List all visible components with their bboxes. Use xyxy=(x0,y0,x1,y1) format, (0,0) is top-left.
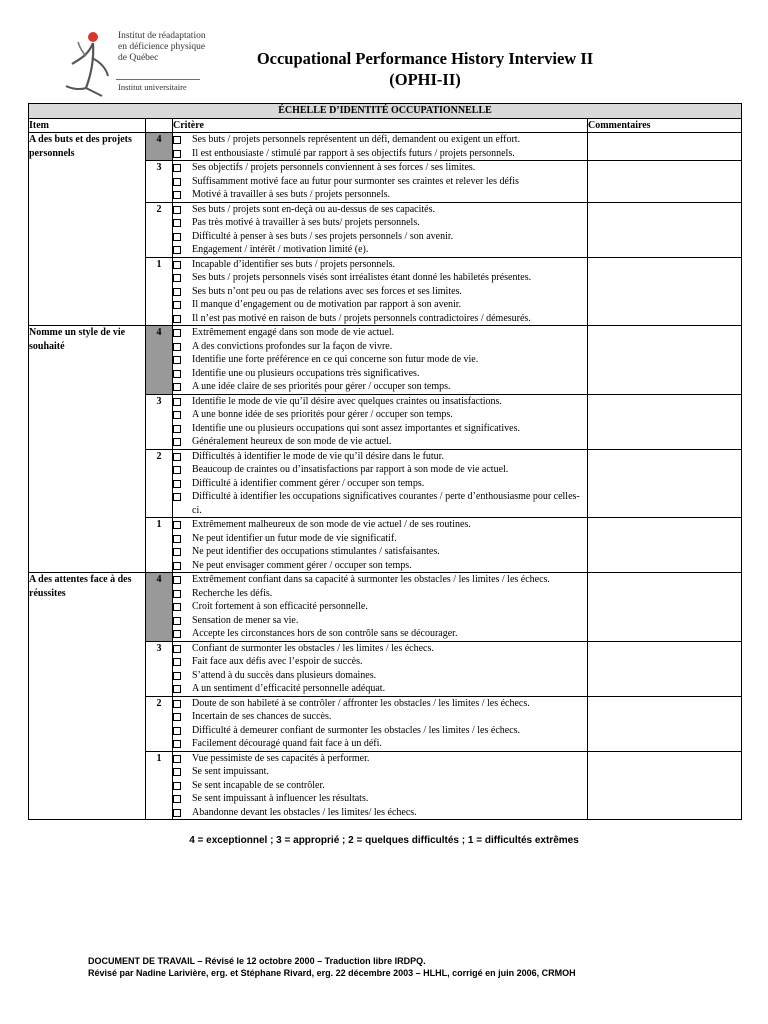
criterion-text: Ses buts / projets personnels représentent un défi, demandent ou exigent un effort. xyxy=(192,134,521,145)
criterion-text: Identifie le mode de vie qu’il désire avec quelques craintes ou insatisfactions. xyxy=(192,395,502,407)
logo-subline: Institut universitaire xyxy=(118,82,187,92)
checkbox-icon[interactable] xyxy=(173,645,181,653)
comments-cell[interactable] xyxy=(588,394,742,449)
criterion-item xyxy=(173,655,587,669)
criterion-item xyxy=(173,779,587,793)
criterion-text: Recherche les défis. xyxy=(192,587,273,599)
criterion-text: Motivé à travailler à ses buts / projets personnels. xyxy=(192,189,391,200)
rating-level: 1 xyxy=(146,518,173,573)
criterion-item xyxy=(173,573,587,587)
criterion-text: Vue pessimiste de ses capacités à performer. xyxy=(192,752,370,764)
criteria-cell xyxy=(173,641,588,696)
checkbox-icon[interactable] xyxy=(173,521,181,529)
criterion-text: Difficulté à penser à ses buts / ses projets personnels / son avenir. xyxy=(192,230,454,242)
checkbox-icon[interactable] xyxy=(173,150,181,158)
checkbox-icon[interactable] xyxy=(173,329,181,337)
comments-cell[interactable] xyxy=(588,641,742,696)
item-name: A des buts et des projets personnels xyxy=(29,133,146,326)
checkbox-icon[interactable] xyxy=(173,548,181,556)
checkbox-icon[interactable] xyxy=(173,740,181,748)
checkbox-icon[interactable] xyxy=(173,219,181,227)
criterion-item xyxy=(173,697,587,711)
checkbox-icon[interactable] xyxy=(173,425,181,433)
criterion-text: Difficulté à demeurer confiant de surmonter les obstacles / les limites / les échecs. xyxy=(192,724,521,736)
criterion-text: Il manque d’engagement ou de motivation par rapport à son avenir. xyxy=(192,299,462,310)
criterion-text: Ne peut envisager comment gérer / occuper son temps. xyxy=(192,559,412,571)
comments-cell[interactable] xyxy=(588,573,742,642)
criterion-text: Incertain de ses chances de succès. xyxy=(192,711,332,722)
criterion-item xyxy=(173,614,587,628)
criterion-text: A une bonne idée de ses priorités pour gérer / occuper son temps. xyxy=(192,409,453,420)
checkbox-icon[interactable] xyxy=(173,274,181,282)
criterion-text: Difficulté à identifier les occupations significatives courantes / perte d’enthousiasme pour celles-ci. xyxy=(192,491,580,516)
criterion-item xyxy=(173,806,587,820)
criterion-text: Doute de son habileté à se contrôler / affronter les obstacles / les limites / les échecs. xyxy=(192,697,530,709)
checkbox-icon[interactable] xyxy=(173,658,181,666)
criterion-item xyxy=(173,600,587,614)
rating-level: 3 xyxy=(146,161,173,203)
criterion-text: Ses buts n’ont peu ou pas de relations avec ses forces et ses limites. xyxy=(192,285,462,297)
checkbox-icon[interactable] xyxy=(173,453,181,461)
document-footer xyxy=(88,956,576,979)
document-title xyxy=(210,48,640,90)
criterion-text: Croit fortement à son efficacité personnelle. xyxy=(192,601,368,612)
rating-level: 4 xyxy=(146,573,173,642)
checkbox-icon[interactable] xyxy=(173,795,181,803)
criterion-item xyxy=(173,710,587,724)
footer-line-2: Révisé par Nadine Larivière, erg. et Stéphane Rivard, erg. 22 décembre 2003 – HLHL, corrigé en juin 2006, CRMOH xyxy=(88,967,576,978)
criteria-cell xyxy=(173,518,588,573)
title-line-1: Occupational Performance History Interview II xyxy=(256,49,594,68)
figure-logo-icon xyxy=(58,28,118,98)
checkbox-icon[interactable] xyxy=(173,713,181,721)
criterion-text: S’attend à du succès dans plusieurs domaines. xyxy=(192,669,377,681)
footer-line-1: DOCUMENT DE TRAVAIL – Révisé le 12 octobre 2000 – Traduction libre IRDPQ. xyxy=(88,956,426,966)
comments-cell[interactable] xyxy=(588,326,742,395)
criterion-text: Fait face aux défis avec l’espoir de succès. xyxy=(192,656,363,667)
rating-level: 2 xyxy=(146,696,173,751)
checkbox-icon[interactable] xyxy=(173,315,181,323)
criterion-item xyxy=(173,724,587,738)
rating-level: 4 xyxy=(146,326,173,395)
criterion-item xyxy=(173,133,587,147)
criteria-cell xyxy=(173,449,588,518)
title-line-2: (OPHI-II) xyxy=(389,70,461,89)
header-level xyxy=(146,118,173,133)
logo-line-1: Institut de réadaptation xyxy=(118,31,206,41)
table-row xyxy=(29,573,742,642)
criterion-text: Accepte les circonstances hors de son contrôle sans se décourager. xyxy=(192,628,458,639)
criterion-text: Beaucoup de craintes ou d’insatisfactions par rapport à son mode de vie actuel. xyxy=(192,464,509,475)
checkbox-icon[interactable] xyxy=(173,617,181,625)
comments-cell[interactable] xyxy=(588,257,742,326)
item-name: A des attentes face à des réussites xyxy=(29,573,146,820)
checkbox-icon[interactable] xyxy=(173,398,181,406)
criterion-text: Extrêmement engagé dans son mode de vie actuel. xyxy=(192,327,395,338)
comments-cell[interactable] xyxy=(588,202,742,257)
rating-level: 3 xyxy=(146,394,173,449)
table-row xyxy=(29,133,742,161)
criterion-item xyxy=(173,367,587,381)
rating-level: 2 xyxy=(146,202,173,257)
criterion-item xyxy=(173,298,587,312)
checkbox-icon[interactable] xyxy=(173,261,181,269)
criteria-cell xyxy=(173,202,588,257)
criterion-item xyxy=(173,243,587,257)
criterion-item xyxy=(173,230,587,244)
criterion-item xyxy=(173,792,587,806)
checkbox-icon[interactable] xyxy=(173,630,181,638)
rating-level: 4 xyxy=(146,133,173,161)
criterion-item xyxy=(173,450,587,464)
criterion-item xyxy=(173,408,587,422)
checkbox-icon[interactable] xyxy=(173,727,181,735)
criterion-text: A des convictions profondes sur la façon de vivre. xyxy=(192,340,393,352)
item-name: Nomme un style de vie souhaité xyxy=(29,326,146,573)
criterion-text: Extrêmement malheureux de son mode de vie actuel / de ses routines. xyxy=(192,519,471,530)
criteria-cell xyxy=(173,394,588,449)
comments-cell[interactable] xyxy=(588,751,742,820)
logo-divider xyxy=(116,79,200,80)
checkbox-icon[interactable] xyxy=(173,136,181,144)
checkbox-icon[interactable] xyxy=(173,685,181,693)
checkbox-icon[interactable] xyxy=(173,301,181,309)
criterion-text: Ne peut identifier un futur mode de vie significatif. xyxy=(192,532,397,544)
checkbox-icon[interactable] xyxy=(173,178,181,186)
criterion-item xyxy=(173,380,587,394)
criterion-item xyxy=(173,353,587,367)
checkbox-icon[interactable] xyxy=(173,590,181,598)
checkbox-icon[interactable] xyxy=(173,191,181,199)
criterion-item xyxy=(173,175,587,189)
criteria-cell xyxy=(173,257,588,326)
comments-cell[interactable] xyxy=(588,518,742,573)
criterion-text: Se sent impuissant à influencer les résultats. xyxy=(192,793,369,804)
checkbox-icon[interactable] xyxy=(173,603,181,611)
header-criteria: Critère xyxy=(173,118,588,133)
checkbox-icon[interactable] xyxy=(173,246,181,254)
table-header-row xyxy=(29,118,742,133)
checkbox-icon[interactable] xyxy=(173,768,181,776)
checkbox-icon[interactable] xyxy=(173,233,181,241)
criterion-item xyxy=(173,642,587,656)
criterion-item xyxy=(173,627,587,641)
criterion-text: Difficultés à identifier le mode de vie qu’il désire dans le futur. xyxy=(192,450,444,462)
criterion-text: Ses buts / projets sont en-deçà ou au-dessus de ses capacités. xyxy=(192,203,435,215)
criterion-text: Sensation de mener sa vie. xyxy=(192,614,299,626)
criteria-cell xyxy=(173,326,588,395)
checkbox-icon[interactable] xyxy=(173,809,181,817)
criterion-text: Généralement heureux de son mode de vie actuel. xyxy=(192,436,392,447)
criterion-item xyxy=(173,669,587,683)
criterion-item xyxy=(173,559,587,573)
checkbox-icon[interactable] xyxy=(173,480,181,488)
criterion-item xyxy=(173,340,587,354)
checkbox-icon[interactable] xyxy=(173,493,181,501)
criterion-item xyxy=(173,203,587,217)
comments-cell[interactable] xyxy=(588,449,742,518)
checkbox-icon[interactable] xyxy=(173,576,181,584)
criterion-text: Engagement / intérêt / motivation limité (e). xyxy=(192,244,369,255)
criterion-item xyxy=(173,752,587,766)
checkbox-icon[interactable] xyxy=(173,700,181,708)
criterion-item xyxy=(173,532,587,546)
comments-cell[interactable] xyxy=(588,133,742,161)
criterion-item xyxy=(173,188,587,202)
rating-level: 1 xyxy=(146,257,173,326)
table-row xyxy=(29,326,742,395)
criteria-cell xyxy=(173,751,588,820)
criterion-text: Confiant de surmonter les obstacles / les limites / les échecs. xyxy=(192,642,434,654)
comments-cell[interactable] xyxy=(588,161,742,203)
criterion-text: Incapable d’identifier ses buts / projets personnels. xyxy=(192,258,395,270)
criterion-item xyxy=(173,463,587,477)
checkbox-icon[interactable] xyxy=(173,438,181,446)
criteria-cell xyxy=(173,133,588,161)
rating-level: 2 xyxy=(146,449,173,518)
rating-legend: 4 = exceptionnel ; 3 = approprié ; 2 = quelques difficultés ; 1 = difficultés extrêmes xyxy=(189,835,579,846)
criterion-item xyxy=(173,545,587,559)
criterion-item xyxy=(173,395,587,409)
checkbox-icon[interactable] xyxy=(173,206,181,214)
criterion-item xyxy=(173,326,587,340)
criterion-text: Identifie une forte préférence en ce qui concerne son futur mode de vie. xyxy=(192,354,479,365)
criterion-text: A une idée claire de ses priorités pour gérer / occuper son temps. xyxy=(192,381,451,392)
criterion-item xyxy=(173,216,587,230)
criterion-text: A un sentiment d’efficacité personnelle adéquat. xyxy=(192,683,386,694)
checkbox-icon[interactable] xyxy=(173,343,181,351)
criterion-text: Se sent impuissant. xyxy=(192,766,269,777)
criteria-cell xyxy=(173,696,588,751)
criterion-text: Ses buts / projets personnels visés sont irréalistes étant donné les habiletés présentes. xyxy=(192,272,532,283)
header-comments: Commentaires xyxy=(588,118,742,133)
criterion-item xyxy=(173,147,587,161)
criterion-text: Identifie une ou plusieurs occupations très significatives. xyxy=(192,367,420,379)
occupational-identity-scale-table xyxy=(28,103,742,820)
criterion-text: Abandonne devant les obstacles / les limites/ les échecs. xyxy=(192,806,417,818)
criterion-text: Difficulté à identifier comment gérer / occuper son temps. xyxy=(192,477,425,489)
criterion-text: Suffisamment motivé face au futur pour surmonter ses craintes et relever les défis xyxy=(192,175,519,187)
checkbox-icon[interactable] xyxy=(173,672,181,680)
checkbox-icon[interactable] xyxy=(173,782,181,790)
checkbox-icon[interactable] xyxy=(173,356,181,364)
criteria-cell xyxy=(173,573,588,642)
checkbox-icon[interactable] xyxy=(173,466,181,474)
criterion-item xyxy=(173,422,587,436)
criterion-item xyxy=(173,765,587,779)
comments-cell[interactable] xyxy=(588,696,742,751)
criterion-item xyxy=(173,258,587,272)
criterion-item xyxy=(173,518,587,532)
criterion-text: Il est enthousiaste / stimulé par rapport à ses objectifs futurs / projets personnels. xyxy=(192,147,515,159)
checkbox-icon[interactable] xyxy=(173,562,181,570)
criterion-text: Se sent incapable de se contrôler. xyxy=(192,779,325,791)
criterion-text: Ses objectifs / projets personnels conviennent à ses forces / ses limites. xyxy=(192,162,476,173)
criterion-item xyxy=(173,587,587,601)
criterion-text: Il n’est pas motivé en raison de buts / projets personnels contradictoires / démesurés. xyxy=(192,312,531,324)
criterion-item xyxy=(173,271,587,285)
rating-level: 3 xyxy=(146,641,173,696)
criterion-item xyxy=(173,477,587,491)
checkbox-icon[interactable] xyxy=(173,535,181,543)
criterion-item xyxy=(173,285,587,299)
checkbox-icon[interactable] xyxy=(173,411,181,419)
checkbox-icon[interactable] xyxy=(173,383,181,391)
criterion-text: Ne peut identifier des occupations stimulantes / satisfaisantes. xyxy=(192,546,440,557)
rating-level: 1 xyxy=(146,751,173,820)
header-item: Item xyxy=(29,118,146,133)
logo-line-3: de Québec xyxy=(118,53,159,63)
criterion-item xyxy=(173,161,587,175)
criterion-text: Identifie une ou plusieurs occupations qui sont assez importantes et significatives. xyxy=(192,422,520,434)
criterion-item xyxy=(173,490,587,517)
criterion-text: Facilement découragé quand fait face à un défi. xyxy=(192,738,382,749)
checkbox-icon[interactable] xyxy=(173,164,181,172)
criterion-item xyxy=(173,435,587,449)
criterion-text: Pas très motivé à travailler à ses buts/ projets personnels. xyxy=(192,217,420,228)
checkbox-icon[interactable] xyxy=(173,370,181,378)
criterion-text: Extrêmement confiant dans sa capacité à surmonter les obstacles / les limites / les échecs. xyxy=(192,574,550,585)
checkbox-icon[interactable] xyxy=(173,288,181,296)
checkbox-icon[interactable] xyxy=(173,755,181,763)
logo-line-2: en déficience physique xyxy=(118,42,206,52)
criterion-item xyxy=(173,682,587,696)
table-banner-row xyxy=(29,104,742,119)
criteria-cell xyxy=(173,161,588,203)
criterion-item xyxy=(173,737,587,751)
scale-banner: ÉCHELLE D’IDENTITÉ OCCUPATIONNELLE xyxy=(29,104,742,119)
criterion-item xyxy=(173,312,587,326)
